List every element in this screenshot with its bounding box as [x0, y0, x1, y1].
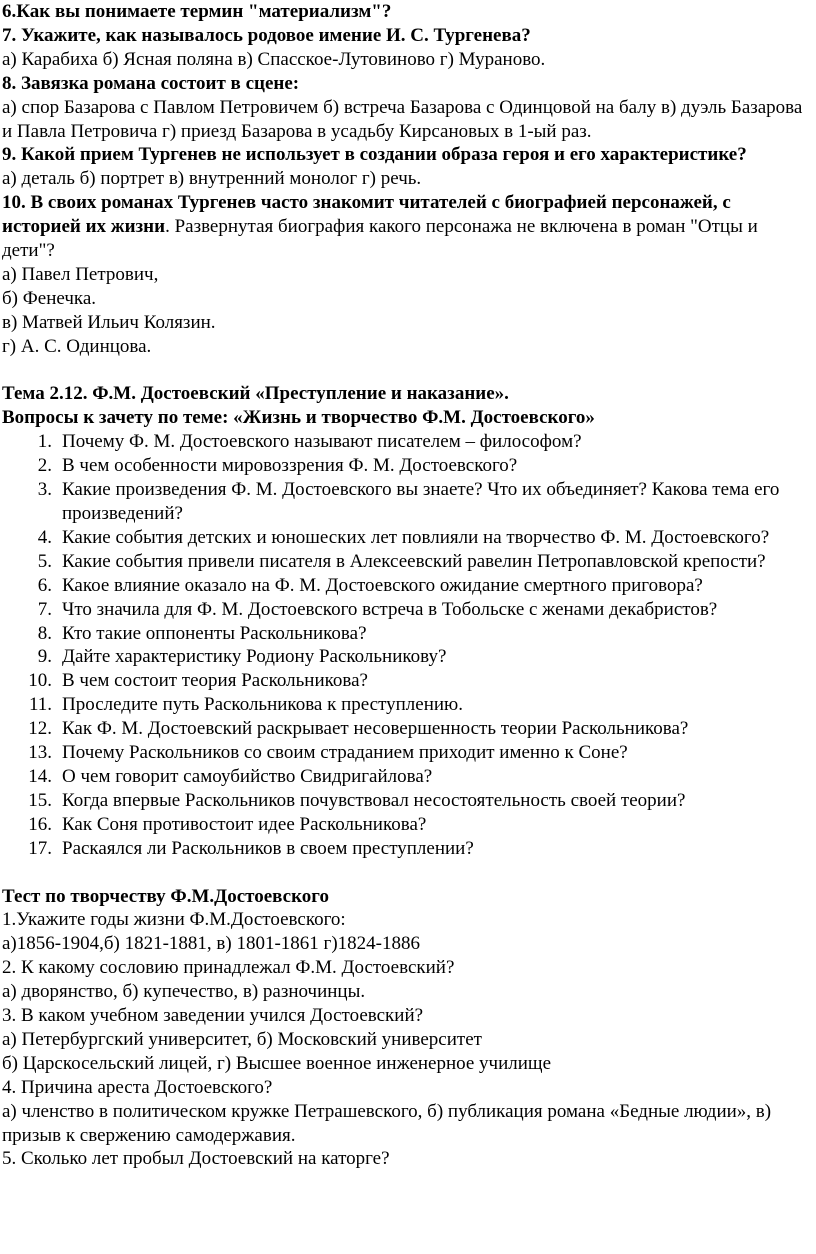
list-item [2, 598, 806, 622]
list-item [2, 813, 806, 837]
question-10-option-b: б) Фенечка. [2, 287, 96, 309]
list-item-number: 6. [37, 574, 52, 596]
list-item-number: 12. [28, 718, 52, 740]
list-item-number: 7. [37, 598, 52, 620]
test-line: 3. В каком учебном заведении учился Достоевский? [2, 1005, 424, 1027]
list-item-text: Почему Раскольников со своим страданием приходит именно к Соне? [62, 742, 628, 764]
test-line: 5. Сколько лет пробыл Достоевский на каторге? [2, 1148, 390, 1170]
question-7: 7. Укажите, как называлось родовое имение И. С. Тургенева? [2, 24, 531, 46]
list-item-number: 2. [37, 455, 52, 477]
list-item [2, 574, 806, 598]
test-line: 1.Укажите годы жизни Ф.М.Достоевского: [2, 909, 346, 931]
list-item [2, 478, 806, 526]
list-item [2, 550, 806, 574]
list-item-number: 10. [28, 670, 52, 692]
test-line: а) членство в политическом кружке Петрашевского, б) публикация романа «Бедные людии», в) призыв к свержению самодержавия. [2, 1100, 772, 1146]
list-item-number: 1. [37, 431, 52, 453]
list-item [2, 837, 806, 861]
test-line: 2. К какому сословию принадлежал Ф.М. Достоевский? [2, 957, 455, 979]
list-item-text: Какие события детских и юношеских лет повлияли на творчество Ф. М. Достоевского? [62, 526, 770, 548]
theme-heading: Тема 2.12. Ф.М. Достоевский «Преступление и наказание». [2, 383, 509, 405]
question-10-option-a: а) Павел Петрович, [2, 263, 159, 285]
question-6: 6.Как вы понимаете термин "материализм"? [2, 1, 392, 22]
list-item-text: Проследите путь Раскольникова к преступлению. [62, 694, 464, 716]
list-item-text: О чем говорит самоубийство Свидригайлова? [62, 765, 433, 787]
question-8: 8. Завязка романа состоит в сцене: [2, 72, 300, 94]
list-item [2, 454, 806, 478]
test-line: б) Царскосельский лицей, г) Высшее военное инженерное училище [2, 1052, 551, 1074]
list-item-number: 8. [37, 622, 52, 644]
list-item-number: 15. [28, 789, 52, 811]
test-line: а)1856-1904,б) 1821-1881, в) 1801-1861 г)1824-1886 [2, 933, 420, 955]
list-item [2, 765, 806, 789]
list-item-number: 16. [28, 813, 52, 835]
list-item [2, 717, 806, 741]
list-item-text: В чем состоит теория Раскольникова? [62, 670, 368, 692]
question-9: 9. Какой прием Тургенев не использует в создании образа героя и его характеристике? [2, 144, 747, 166]
list-item-text: Раскаялся ли Раскольников в своем преступлении? [62, 837, 474, 859]
list-item [2, 526, 806, 550]
question-10-rest: . Развернутая биография какого персонажа не включена в роман "Отцы и дети"? [2, 216, 758, 262]
list-item-number: 13. [28, 742, 52, 764]
list-item-number: 11. [28, 694, 52, 716]
question-10-bold: 10. В своих романах Тургенев часто знакомит читателей с биографией персонажей, с историей их жизни [2, 192, 731, 238]
list-item-text: Какое влияние оказало на Ф. М. Достоевского ожидание смертного приговора? [62, 574, 703, 596]
list-item-text: Какие произведения Ф. М. Достоевского вы знаете? Что их объединяет? Какова тема его произведений? [62, 479, 780, 525]
list-item [2, 693, 806, 717]
list-item-number: 14. [28, 765, 52, 787]
question-10-option-d: г) А. С. Одинцова. [2, 335, 152, 357]
spacer [2, 861, 806, 885]
list-item [2, 789, 806, 813]
list-item-text: Как Ф. М. Достоевский раскрывает несовершенность теории Раскольникова? [62, 718, 689, 740]
spacer [2, 359, 806, 383]
list-item-text: Когда впервые Раскольников почувствовал несостоятельность своей теории? [62, 789, 686, 811]
list-item [2, 430, 806, 454]
list-item-number: 5. [37, 550, 52, 572]
test-heading: Тест по творчеству Ф.М.Достоевского [2, 885, 329, 907]
list-item-number: 4. [37, 526, 52, 548]
list-item-text: Почему Ф. М. Достоевского называют писателем – философом? [62, 431, 582, 453]
list-item [2, 645, 806, 669]
questions-heading: Вопросы к зачету по теме: «Жизнь и творчество Ф.М. Достоевского» [2, 407, 595, 429]
question-7-options: а) Карабиха б) Ясная поляна в) Спасское-Лутовиново г) Мураново. [2, 48, 546, 70]
list-item-text: Что значила для Ф. М. Достоевского встреча в Тобольске с женами декабристов? [62, 598, 718, 620]
list-item [2, 669, 806, 693]
list-item-number: 17. [28, 837, 52, 859]
questions-list [2, 430, 806, 860]
question-9-options: а) деталь б) портрет в) внутренний монолог г) речь. [2, 168, 422, 190]
list-item-text: Какие события привели писателя в Алексеевский равелин Петропавловской крепости? [62, 550, 766, 572]
list-item-text: В чем особенности мировоззрения Ф. М. Достоевского? [62, 455, 518, 477]
list-item [2, 741, 806, 765]
list-item-text: Кто такие оппоненты Раскольникова? [62, 622, 367, 644]
list-item-number: 3. [37, 479, 52, 501]
test-line: а) Петербургский университет, б) Московский университет [2, 1028, 482, 1050]
question-10-option-c: в) Матвей Ильич Колязин. [2, 311, 216, 333]
test-line: а) дворянство, б) купечество, в) разночинцы. [2, 981, 366, 1003]
question-10 [2, 191, 806, 263]
test-line: 4. Причина ареста Достоевского? [2, 1076, 273, 1098]
list-item [2, 622, 806, 646]
list-item-text: Как Соня противостоит идее Раскольникова? [62, 813, 427, 835]
list-item-number: 9. [37, 646, 52, 668]
list-item-text: Дайте характеристику Родиону Раскольникову? [62, 646, 447, 668]
question-8-options: а) спор Базарова с Павлом Петровичем б) встреча Базарова с Одинцовой на балу в) дуэль Базарова и Павла Петровича г) приезд Базарова в усадьбу Кирсановых в 1-ый раз. [2, 96, 803, 142]
